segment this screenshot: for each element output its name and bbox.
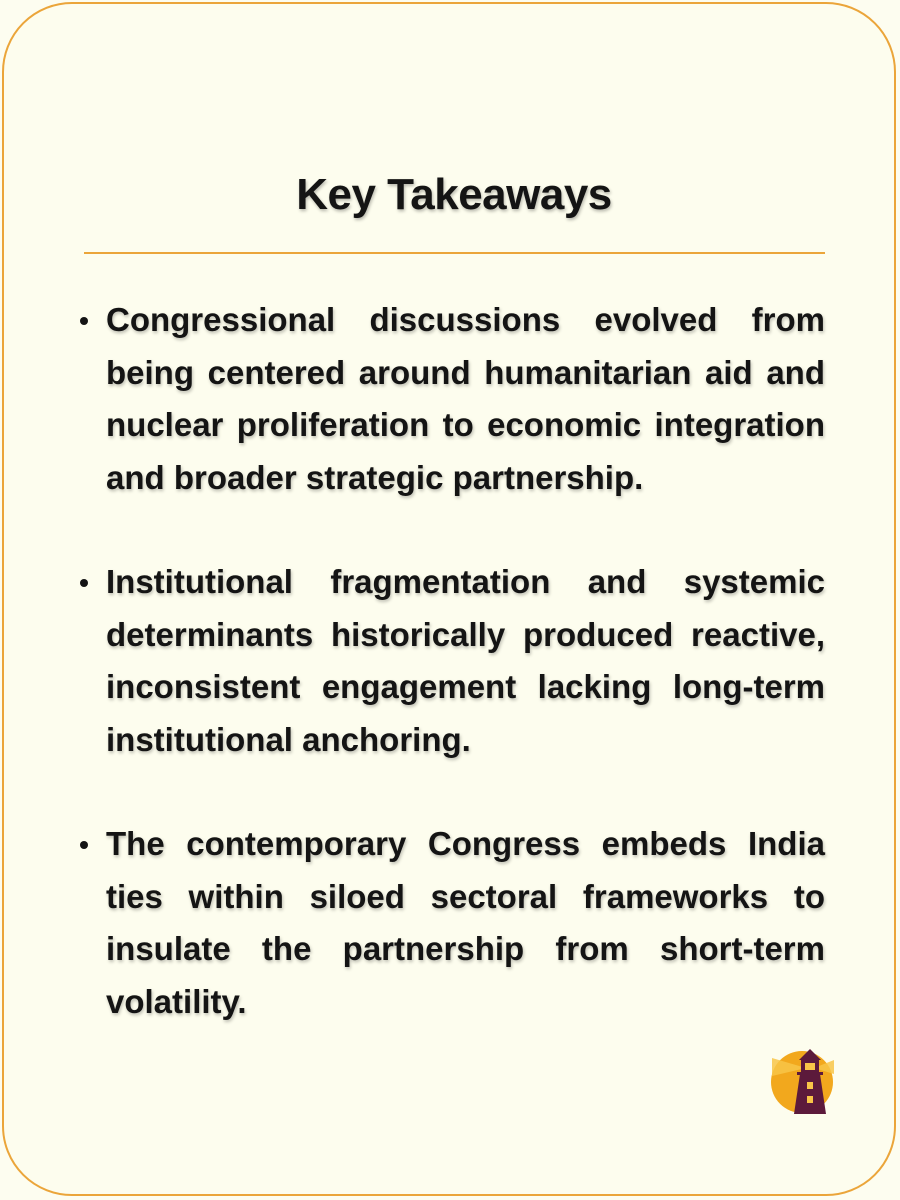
bullet-icon: [80, 579, 88, 587]
list-item: [106, 818, 825, 1028]
list-item-text: Institutional fragmentation and systemic determinants historically produced reactive, inconsistent engagement lacking long-term institutional anchoring.: [106, 563, 825, 758]
logo-tower-window: [807, 1082, 813, 1089]
takeaways-card: [2, 2, 896, 1196]
page-title: Key Takeaways: [296, 170, 612, 219]
bullet-icon: [80, 841, 88, 849]
bullet-icon: [80, 317, 88, 325]
title-divider: [84, 252, 825, 254]
logo-gallery: [797, 1072, 823, 1075]
logo-lamp-window: [805, 1063, 815, 1070]
lighthouse-icon: [770, 1046, 836, 1114]
logo-tower-window: [807, 1096, 813, 1103]
takeaways-list: [106, 294, 825, 1080]
list-item-text: The contemporary Congress embeds India ties within siloed sectoral frameworks to insulate the partnership from short-term volatility.: [106, 825, 825, 1020]
list-item: [106, 556, 825, 766]
list-item: [106, 294, 825, 504]
list-item-text: Congressional discussions evolved from being centered around humanitarian aid and nuclear proliferation to economic integration and broader strategic partnership.: [106, 301, 825, 496]
